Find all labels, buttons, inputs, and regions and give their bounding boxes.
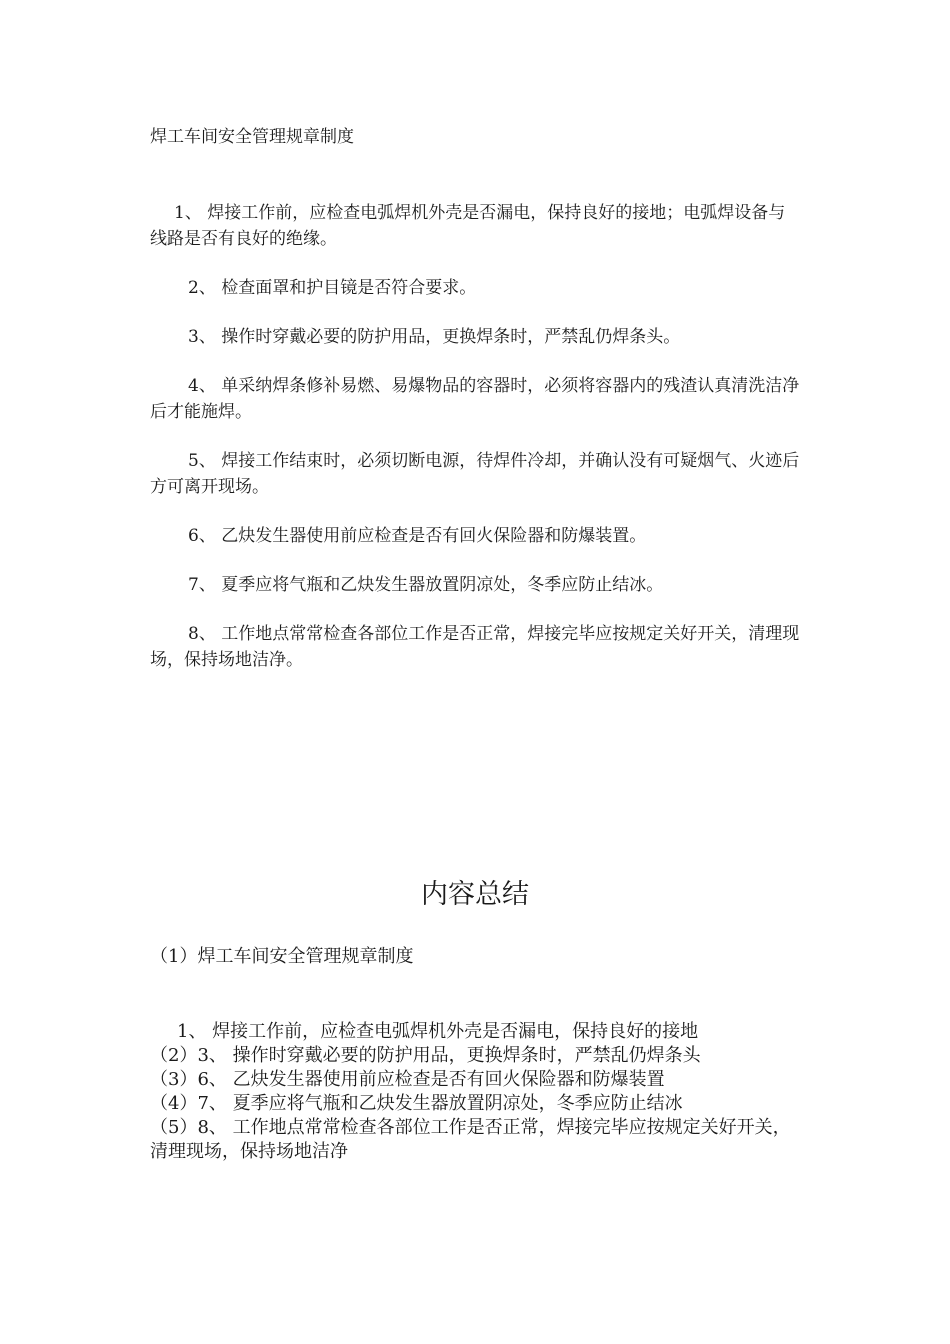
summary-subtitle: （1）焊工车间安全管理规章制度 (150, 946, 414, 967)
rule-item-3: 3、 操作时穿戴必要的防护用品，更换焊条时，严禁乱仍焊条头。 (188, 327, 681, 347)
summary-heading: 内容总结 (421, 879, 529, 910)
summary-line-1: 1、 焊接工作前，应检查电弧焊机外壳是否漏电，保持良好的接地 (177, 1021, 699, 1042)
rule-item-1: 1、 焊接工作前，应检查电弧焊机外壳是否漏电，保持良好的接地；电弧焊设备与线路是否有良好的绝缘。 (150, 203, 786, 249)
summary-line-3: （3）6、 乙炔发生器使用前应检查是否有回火保险器和防爆装置 (150, 1069, 665, 1090)
summary-line-4: （4）7、 夏季应将气瓶和乙炔发生器放置阴凉处，冬季应防止结冰 (150, 1093, 683, 1114)
rule-item-8: 8、 工作地点常常检查各部位工作是否正常，焊接完毕应按规定关好开关，清理现场，保持场地洁净。 (150, 624, 800, 670)
rule-item-5: 5、 焊接工作结束时，必须切断电源，待焊件冷却，并确认没有可疑烟气、火迹后方可离开现场。 (150, 451, 800, 497)
rules-list (150, 200, 800, 696)
summary-list (150, 1020, 800, 1164)
summary-line-2: （2）3、 操作时穿戴必要的防护用品，更换焊条时，严禁乱仍焊条头 (150, 1045, 701, 1066)
document-title: 焊工车间安全管理规章制度 (150, 127, 354, 147)
rule-item-6: 6、 乙炔发生器使用前应检查是否有回火保险器和防爆装置。 (188, 526, 647, 546)
rule-item-7: 7、 夏季应将气瓶和乙炔发生器放置阴凉处，冬季应防止结冰。 (188, 575, 664, 595)
rule-item-2: 2、 检查面罩和护目镜是否符合要求。 (188, 278, 477, 298)
rule-item-4: 4、 单采纳焊条修补易燃、易爆物品的容器时，必须将容器内的残渣认真清洗洁净后才能施焊。 (150, 376, 800, 422)
summary-line-5: （5）8、 工作地点常常检查各部位工作是否正常，焊接完毕应按规定关好开关，清理现场，保持场地洁净 (150, 1117, 791, 1162)
